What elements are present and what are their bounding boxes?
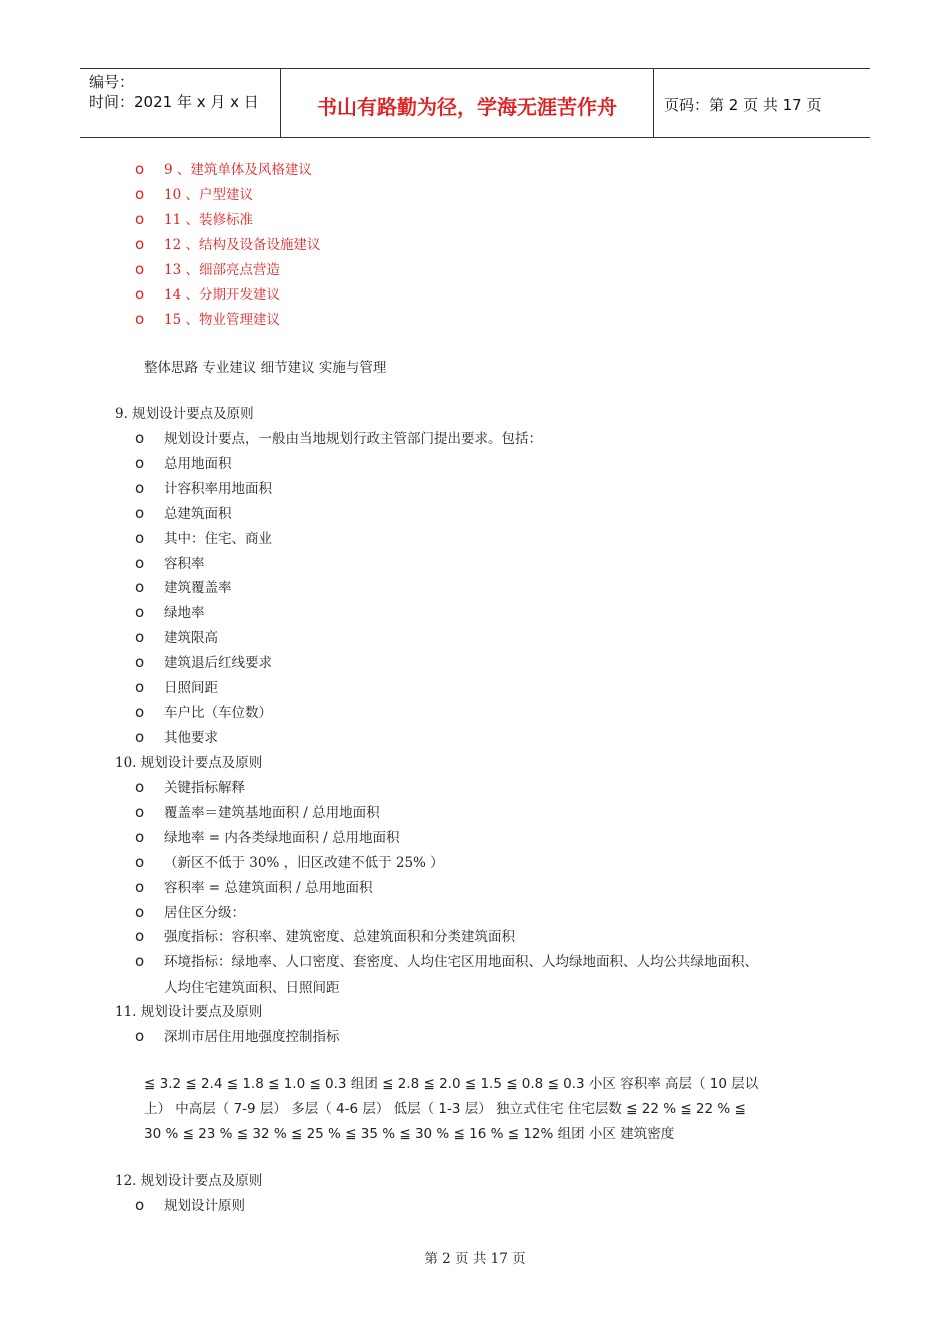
bullet-icon: o [135,185,145,203]
bullet-icon: o [135,235,145,253]
list-item: 车户比（车位数） [164,704,272,721]
red-list-item: 11 、装修标准 [164,212,253,228]
page-header [80,68,870,138]
list-item-continuation: 人均住宅建筑面积、日照间距 [164,980,340,996]
bullet-icon: o [135,553,145,572]
header-page-cell [654,69,870,137]
list-item: 关键指标解释 [164,780,245,796]
bullet-icon: o [135,578,145,597]
indicator-paragraph-line: 上） 中高层（ 7-9 层） 多层（ 4-6 层） 低层（ 1-3 层） 独立式住宅 住宅层数 ≦ 22 % ≦ 22 % ≦ [144,1101,746,1117]
page-info: 页码：第 2 页 共 17 页 [664,96,822,114]
section-heading: 10. 规划设计要点及原则 [115,755,263,771]
bullet-icon: o [135,877,145,896]
red-list-item: 10 、户型建议 [164,187,253,203]
list-item: 居住区分级： [164,904,245,921]
bullet-icon: o [135,478,145,497]
bullet-icon: o [135,628,145,647]
bullet-icon: o [135,678,145,696]
number-label: 编号： [89,73,135,91]
list-item: 总用地面积 [164,455,232,472]
bullet-icon: o [135,653,145,672]
list-item: 环境指标：绿地率、人口密度、套密度、人均住宅区用地面积、人均绿地面积、人均公共绿地面积、 [164,954,758,971]
list-item: （新区不低于 30% ，旧区改建不低于 25% ） [164,854,444,871]
bullet-icon: o [135,285,145,303]
bullet-icon: o [135,927,145,946]
bullet-icon: o [135,702,145,721]
bullet-icon: o [135,160,145,178]
bullet-icon: o [135,952,145,971]
bullet-icon: o [135,902,145,921]
list-item: 其中：住宅、商业 [164,530,272,547]
motto: 书山有路勤为径，学海无涯苦作舟 [317,95,617,119]
indicator-paragraph-line: ≦ 3.2 ≦ 2.4 ≦ 1.8 ≦ 1.0 ≦ 0.3 组团 ≦ 2.8 ≦ 2.0 ≦ 1.5 ≦ 0.8 ≦ 0.3 小区 容积率 高层（ 10 层以 [144,1076,759,1092]
red-list-item: 14 、分期开发建议 [164,287,280,303]
list-item: 规划设计原则 [164,1198,245,1214]
summary-line: 整体思路 专业建议 细节建议 实施与管理 [144,360,387,376]
bullet-icon: o [135,429,145,447]
header-left-cell [80,69,281,137]
bullet-icon: o [135,503,145,522]
list-item: 总建筑面积 [164,505,232,522]
bullet-icon: o [135,852,145,871]
time-label: 时间：2021 年 x 月 x 日 [89,93,259,111]
section-heading: 12. 规划设计要点及原则 [115,1173,263,1189]
list-item: 容积率 = 总建筑面积 / 总用地面积 [164,879,373,896]
list-item: 建筑限高 [164,630,218,647]
bullet-icon: o [135,453,145,472]
list-item: 计容积率用地面积 [164,480,272,497]
red-list-item: 12 、结构及设备设施建议 [164,237,321,253]
indicator-paragraph-line: 30 % ≦ 23 % ≦ 32 % ≦ 25 % ≦ 35 % ≦ 30 % ≦ 16 % ≦ 12% 组团 小区 建筑密度 [144,1126,675,1142]
list-item: 建筑退后红线要求 [164,655,272,672]
header-motto-cell [281,69,654,137]
bullet-icon: o [135,310,145,328]
list-item: 覆盖率＝建筑基地面积 / 总用地面积 [164,804,380,821]
list-item: 规划设计要点，一般由当地规划行政主管部门提出要求。包括： [164,431,542,447]
bullet-icon: o [135,260,145,278]
bullet-icon: o [135,802,145,821]
list-item: 建筑覆盖率 [164,580,232,597]
bullet-icon: o [135,528,145,547]
red-list-item: 9 、建筑单体及风格建议 [164,162,312,178]
list-item: 强度指标：容积率、建筑密度、总建筑面积和分类建筑面积 [164,929,515,946]
list-item: 容积率 [164,555,205,572]
page-footer: 第 2 页 共 17 页 [424,1251,526,1267]
section-heading: 9. 规划设计要点及原则 [115,406,254,422]
bullet-icon: o [135,727,145,746]
bullet-icon: o [135,603,145,622]
list-item: 日照间距 [164,680,218,696]
bullet-icon: o [135,1027,145,1045]
bullet-icon: o [135,210,145,228]
bullet-icon: o [135,827,145,846]
list-item: 绿地率 = 内各类绿地面积 / 总用地面积 [164,829,400,846]
list-item: 其他要求 [164,729,218,746]
red-list-item: 13 、细部亮点营造 [164,262,280,278]
red-list-item: 15 、物业管理建议 [164,312,280,328]
list-item: 深圳市居住用地强度控制指标 [164,1029,340,1045]
section-heading: 11. 规划设计要点及原则 [115,1004,263,1020]
list-item: 绿地率 [164,605,205,622]
bullet-icon: o [135,778,145,796]
bullet-icon: o [135,1196,145,1214]
